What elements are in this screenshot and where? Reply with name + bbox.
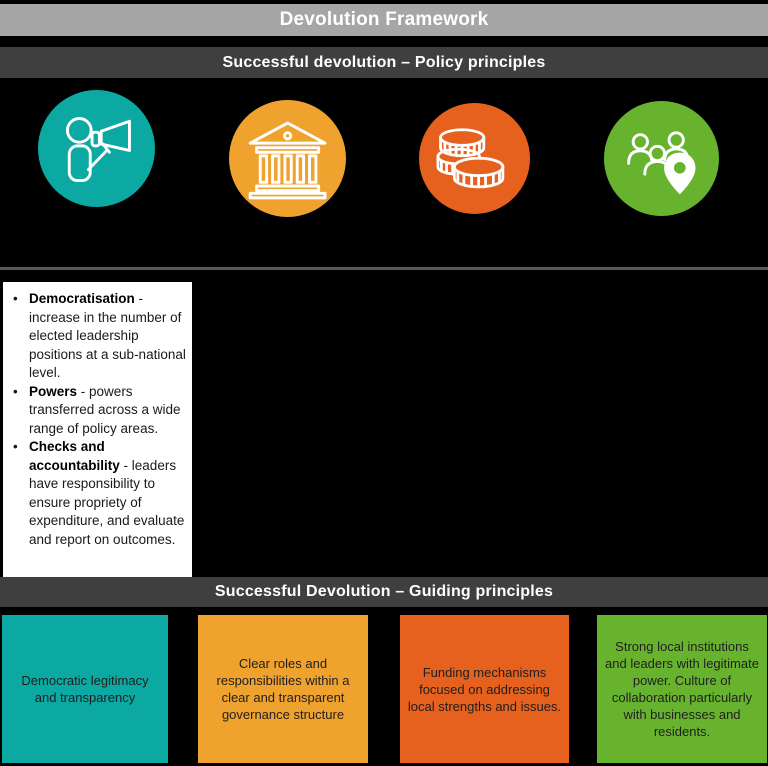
policy-bullet-text (29, 383, 186, 439)
policy-principles-bar (0, 47, 768, 78)
policy-bullet-text (29, 290, 186, 383)
divider-line (0, 267, 768, 270)
policy-notes-box (3, 282, 192, 577)
local-collaboration-circle (604, 101, 719, 216)
policy-desc: - leaders have responsibility to ensure propriety of expenditure, and evaluate and report on outcomes. (29, 457, 185, 547)
policy-desc: - increase in the number of elected leadership positions at a sub-national level. (29, 291, 186, 380)
guiding-box-democratic-legitimacy (2, 615, 168, 763)
funding-circle (419, 103, 530, 214)
coins-icon (431, 115, 518, 202)
policy-term: Checks and accountability (29, 439, 120, 473)
megaphone-person-icon (51, 103, 142, 194)
guiding-box-strong-institutions (597, 615, 767, 763)
guiding-principles-bar (0, 577, 768, 607)
guiding-principles-bar-text: Successful Devolution – Guiding principles (214, 583, 554, 600)
guiding-box-funding-mechanisms (400, 615, 569, 763)
policy-principles-bar-text: Successful devolution – Policy principles (222, 53, 546, 71)
guiding-box-text: Funding mechanisms focused on addressing local strengths and issues. (407, 664, 562, 714)
policy-term: Democratisation (29, 291, 135, 306)
people-location-icon (617, 114, 707, 204)
policy-bullet-text (29, 438, 186, 549)
guiding-box-clear-roles (198, 615, 368, 763)
policy-bullet-checks-accountability (11, 438, 186, 549)
policy-desc: - powers transferred across a wide range of policy areas. (29, 383, 181, 436)
guiding-box-text: Clear roles and responsibilities within a clear and transparent governance structure (216, 656, 350, 722)
page-title (0, 4, 768, 36)
institutions-circle (229, 100, 346, 217)
page-title-text: Devolution Framework (279, 9, 489, 30)
bank-icon (242, 113, 333, 204)
policy-bullet-powers (11, 383, 186, 439)
democratisation-circle (38, 90, 155, 207)
guiding-box-text: Democratic legitimacy and transparency (21, 673, 149, 705)
guiding-box-text: Strong local institutions and leaders with legitimate power. Culture of collaboration particularly with businesses and residents. (605, 639, 759, 739)
policy-bullet-democratisation (11, 290, 186, 383)
policy-term: Powers (29, 383, 78, 399)
